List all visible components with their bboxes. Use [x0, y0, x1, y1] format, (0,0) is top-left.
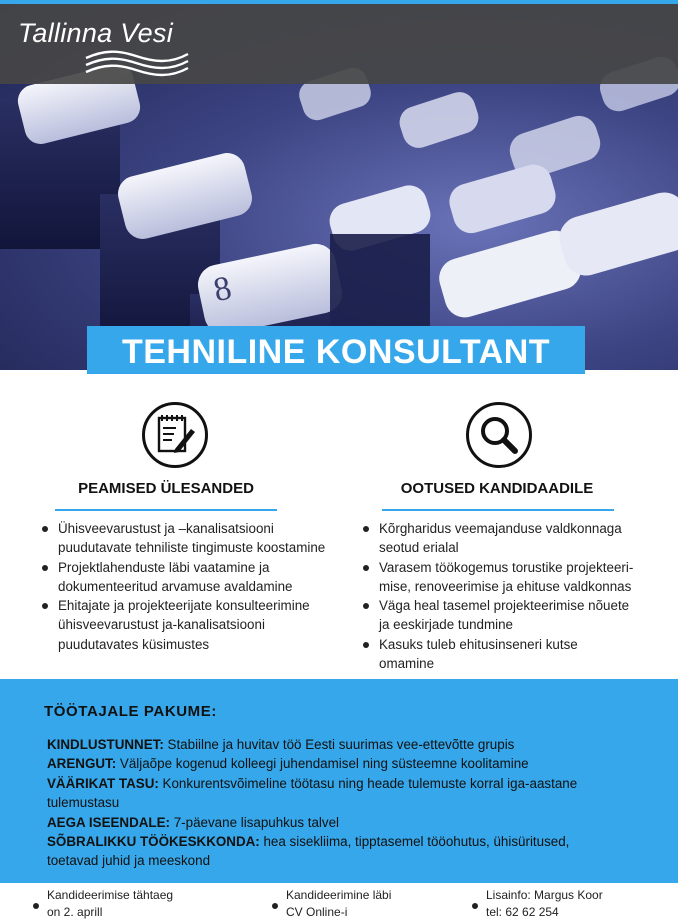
- offer-line: ARENGUT: Väljaõpe kogenud kolleegi juhendamisel ning süsteemne koolitamine: [47, 756, 529, 772]
- footer-deadline: Kandideerimise tähtaeg on 2. aprill: [33, 887, 173, 921]
- tasks-heading-rule: [55, 509, 277, 511]
- magnifier-icon: [466, 402, 532, 468]
- offer-line: SÕBRALIKKU TÖÖKESKKONDA: hea sisekliima, tipptasemel tööohutus, ühisüritused,: [47, 834, 570, 850]
- job-title: TEHNILINE KONSULTANT: [121, 333, 551, 371]
- svg-text:8: 8: [210, 269, 235, 310]
- clipboard-pencil-icon: [142, 402, 208, 468]
- list-item: Varasem töökogemus torustike projekteeri- mise, renoveerimise ja ehituse valdkonnas: [363, 558, 668, 597]
- brand-header-bar: [0, 4, 678, 84]
- offer-line: tulemustasu: [47, 795, 120, 811]
- list-item: Ehitajate ja projekteerijate konsulteerimine ühisveevarustust ja-kanalisatsiooni puudutavates küsimustes: [42, 596, 372, 654]
- list-item: Ühisveevarustust ja –kanalisatsiooni puudutavate tehniliste tingimuste koostamine: [42, 519, 372, 558]
- footer-contact: Lisainfo: Margus Koor tel: 62 62 254: [472, 887, 603, 921]
- list-item: Projektlahenduste läbi vaatamine ja dokumenteeritud arvamuse avaldamine: [42, 558, 372, 597]
- job-title-band: [87, 326, 585, 374]
- footer-apply-via: Kandideerimine läbi CV Online-i: [272, 887, 391, 921]
- offer-lines: [47, 735, 647, 871]
- waves-logo-icon: [84, 48, 190, 78]
- expectations-heading: OOTUSED KANDIDAADILE: [400, 480, 594, 497]
- offer-line: VÄÄRIKAT TASU: Konkurentsvõimeline töötasu ning heade tulemuste korral iga-aastane: [47, 775, 578, 791]
- offer-line: KINDLUSTUNNET: Stabiilne ja huvitav töö Eesti suurimas vee-ettevõtte grupis: [47, 737, 515, 752]
- offer-section: [0, 679, 678, 883]
- offer-heading: TÖÖTAJALE PAKUME:: [44, 703, 217, 720]
- brand-logo-text: Tallinna Vesi: [18, 18, 173, 48]
- list-item: Väga heal tasemel projekteerimise nõuete ja eeskirjade tundmine: [363, 596, 668, 635]
- offer-line: AEGA ISEENDALE: 7-päevane lisapuhkus talvel: [47, 814, 339, 830]
- tasks-heading: PEAMISED ÜLESANDED: [78, 480, 254, 497]
- expectations-list: [363, 519, 668, 673]
- expectations-heading-rule: [382, 509, 614, 511]
- list-item: Kõrgharidus veemajanduse valdkonnaga seotud erialal: [363, 519, 668, 558]
- list-item: Kasuks tuleb ehitusinseneri kutse omamine: [363, 635, 668, 674]
- tasks-list: [42, 519, 372, 654]
- offer-line: toetavad juhid ja meeskond: [47, 853, 211, 869]
